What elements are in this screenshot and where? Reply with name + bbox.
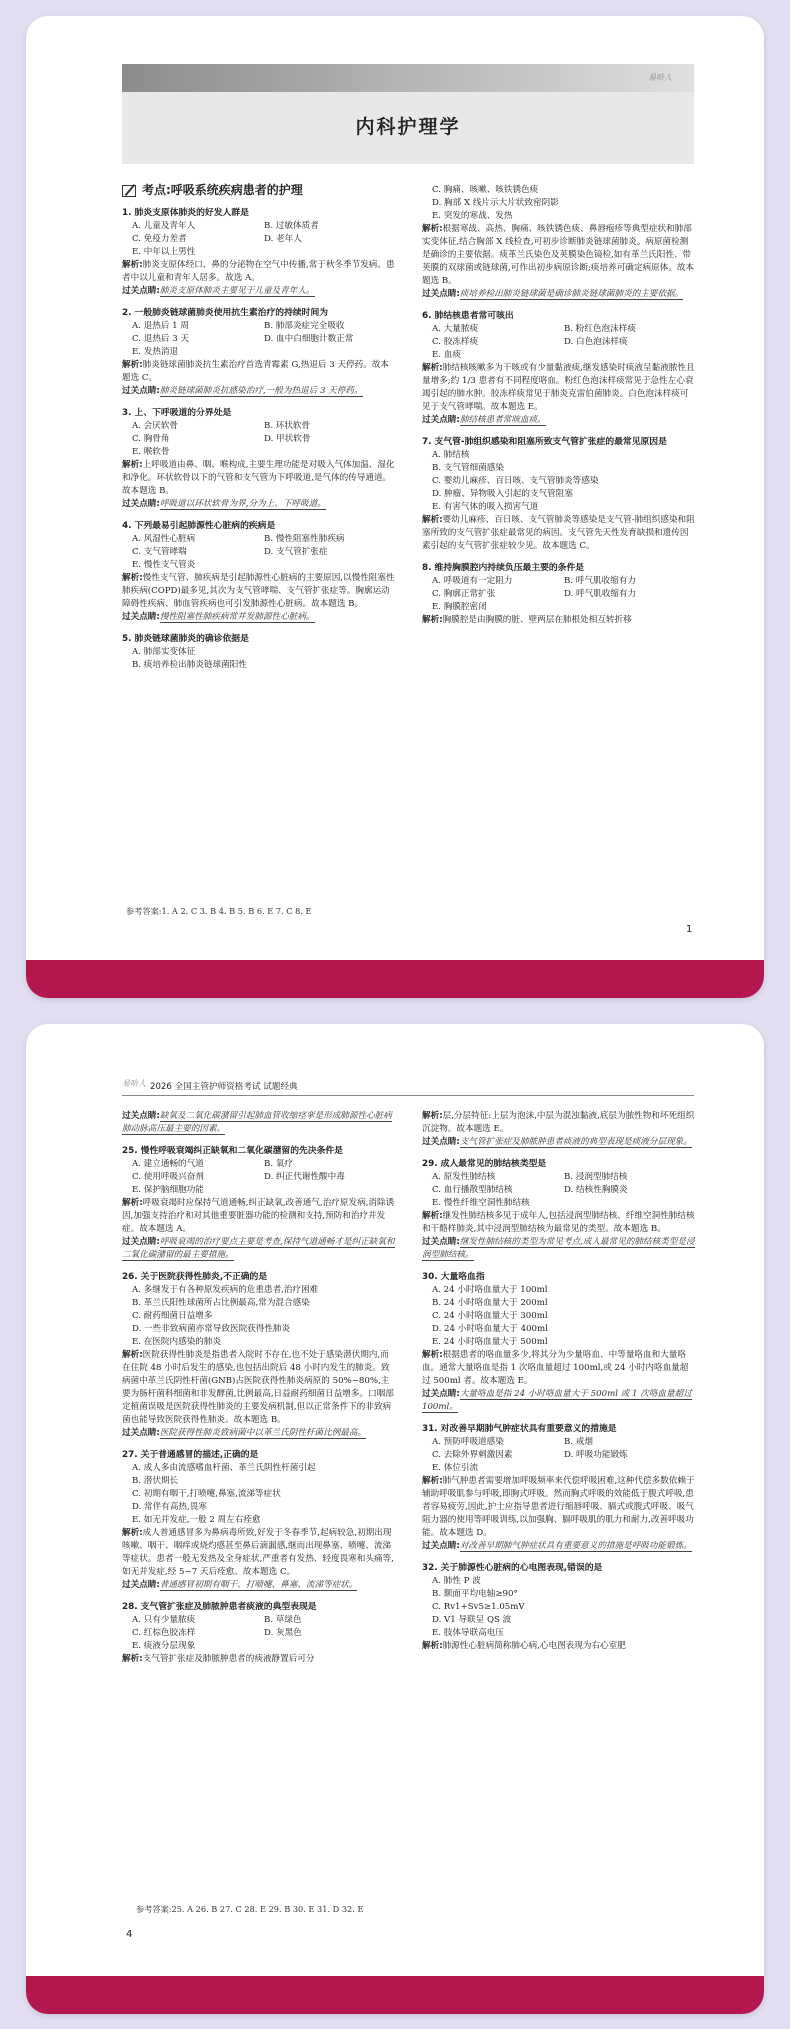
analysis-label: 解析: bbox=[422, 515, 443, 525]
key-point-label: 过关点睛: bbox=[422, 1389, 460, 1399]
analysis-text bbox=[422, 1210, 696, 1236]
option-item: D. 老年人 bbox=[264, 234, 302, 244]
analysis-label: 解析: bbox=[422, 1111, 443, 1121]
option-item: E. 有害气体的吸入损害气道 bbox=[432, 502, 539, 512]
page-number: 4 bbox=[126, 1929, 133, 1940]
analysis-label: 解析: bbox=[122, 460, 143, 470]
option-item: D. V1 导联呈 QS 波 bbox=[432, 1615, 512, 1625]
question-title: 4. 下列最易引起肺源性心脏病的疾病是 bbox=[122, 521, 276, 531]
key-point-label: 过关点睛: bbox=[122, 612, 160, 622]
option-item: E. 喉软骨 bbox=[132, 447, 170, 457]
option-list bbox=[122, 420, 396, 459]
option-item: C. 胸骨角 bbox=[132, 434, 170, 444]
option-item: B. 呼气肌收缩有力 bbox=[564, 576, 636, 586]
document-page-1 bbox=[26, 16, 764, 998]
option-item: A. 成人多由流感嗜血杆菌、革兰氏阴性杆菌引起 bbox=[132, 1463, 316, 1473]
question-block bbox=[122, 1271, 396, 1440]
option-item: D. 灰黑色 bbox=[264, 1628, 302, 1638]
question-title: 7. 支气管-肺组织感染和阻塞所致支气管扩张症的最常见原因是 bbox=[422, 437, 667, 447]
key-point-label: 过关点睛: bbox=[122, 286, 160, 296]
question-title: 28. 支气管扩张症及肺脓肿患者痰液的典型表现是 bbox=[122, 1602, 317, 1612]
analysis-body: 慢性支气管、肺疾病是引起肺源性心脏病的主要原因,以慢性阻塞性肺疾病(COPD)最多见,其次为支气管哮喘、支气管扩张症等。胸廓运动障碍性疾病、肺血管疾病也可引发肺源性心脏病。故本题选 B。 bbox=[122, 573, 395, 609]
analysis-text bbox=[122, 459, 396, 498]
analysis-body: 上呼吸道由鼻、咽、喉构成,主要生理功能是对吸入气体加温、湿化和净化。环状软骨以下的气管和支气管为下呼吸道,是气体的传导通道。故本题选 B。 bbox=[122, 460, 395, 496]
page1-right-column bbox=[422, 184, 696, 681]
analysis-body: 根据患者的咯血量多少,将其分为少量咯血、中等量咯血和大量咯血。通常大量咯血是指 1 次咯血量超过 100ml,或 24 小时内咯血量超过 500ml 者。故本题选 E。 bbox=[422, 1350, 689, 1386]
option-list bbox=[122, 320, 396, 359]
option-item: E. 在医院内感染的肺炎 bbox=[132, 1337, 222, 1347]
option-list bbox=[422, 1284, 696, 1349]
analysis-label: 解析: bbox=[122, 260, 143, 270]
analysis-label: 解析: bbox=[122, 1528, 143, 1538]
key-point-text: 缺氧及二氧化碳潴留引起肺血管收缩痉挛是形成肺源性心脏病肺动脉高压最主要的因素。 bbox=[122, 1111, 392, 1134]
analysis-label: 解析: bbox=[122, 360, 143, 370]
question-block bbox=[122, 1145, 396, 1262]
option-list bbox=[122, 1614, 396, 1653]
analysis-text bbox=[422, 514, 696, 553]
page-bottom-band bbox=[26, 1976, 764, 2014]
option-item: C. 初期有咽干,打喷嚏,鼻塞,流涕等症状 bbox=[132, 1489, 281, 1499]
question-title: 1. 肺炎支原体肺炎的好发人群是 bbox=[122, 208, 249, 218]
option-item: E. 保护脑细胞功能 bbox=[132, 1185, 204, 1195]
option-item: B. 肺部炎症完全吸收 bbox=[264, 321, 345, 331]
analysis-label: 解析: bbox=[422, 1476, 443, 1486]
option-item: A. 多继发于有各种原发疾病的危重患者,治疗困难 bbox=[132, 1285, 319, 1295]
option-item: E. 如无并发症,一般 2 周左右痊愈 bbox=[132, 1515, 261, 1525]
question-block bbox=[422, 1423, 696, 1553]
option-item: B. 环状软骨 bbox=[264, 421, 311, 431]
option-item: E. 肢体导联高电压 bbox=[432, 1628, 504, 1638]
question-block bbox=[422, 1158, 696, 1262]
key-point bbox=[122, 285, 396, 298]
analysis-text bbox=[122, 1527, 396, 1579]
key-point-text: 呼吸道以环状软骨为界,分为上、下呼吸道。 bbox=[159, 499, 326, 509]
question-title: 2. 一般肺炎链球菌肺炎使用抗生素治疗的持续时间为 bbox=[122, 308, 329, 318]
key-point-label: 过关点睛: bbox=[422, 1237, 460, 1247]
option-item: C. 婴幼儿麻疹、百日咳、支气管肺炎等感染 bbox=[432, 476, 599, 486]
option-item: C. Rv1+Sv5≥1.05mV bbox=[432, 1602, 525, 1612]
analysis-body: 婴幼儿麻疹、百日咳、支气管肺炎等感染是支气管-肺组织感染和阻塞所致的支气管扩张症最常见的病因。支气管先天性发育缺损和遗传因素引起的支气管扩张症较少见。故本题选 C。 bbox=[422, 515, 695, 551]
key-point-text: 肺结核患者常咳血痰。 bbox=[459, 415, 546, 425]
key-point bbox=[122, 385, 396, 398]
question-title: 29. 成人最常见的肺结核类型是 bbox=[422, 1159, 547, 1169]
option-item: A. 大量脓痰 bbox=[432, 324, 479, 334]
option-item: A. 儿童及青年人 bbox=[132, 221, 196, 231]
page2-columns bbox=[122, 1110, 696, 1675]
analysis-label: 解析: bbox=[422, 1211, 443, 1221]
option-item: B. 24 小时咯血量大于 200ml bbox=[432, 1298, 548, 1308]
analysis-label: 解析: bbox=[122, 1654, 143, 1664]
question-block bbox=[422, 1562, 696, 1653]
publisher-logo: 易哈人 bbox=[648, 73, 672, 82]
option-item: A. 肺部实变体征 bbox=[132, 647, 196, 657]
page2-right-column bbox=[422, 1110, 696, 1675]
analysis-text bbox=[122, 359, 396, 385]
key-point-label: 过关点睛: bbox=[122, 1428, 160, 1438]
option-item: A. 建立通畅的气道 bbox=[132, 1159, 204, 1169]
question-title: 5. 肺炎链球菌肺炎的确诊依据是 bbox=[122, 634, 249, 644]
section-heading bbox=[122, 184, 396, 197]
option-item: B. 支气管细菌感染 bbox=[432, 463, 504, 473]
option-item: C. 退热后 3 天 bbox=[132, 334, 190, 344]
option-item: E. 慢性纤维空洞性肺结核 bbox=[432, 1198, 530, 1208]
option-list bbox=[122, 1462, 396, 1527]
question-title: 25. 慢性呼吸衰竭纠正缺氧和二氧化碳潴留的先决条件是 bbox=[122, 1146, 343, 1156]
key-point-text: 痰培养检出肺炎链球菌是确诊肺炎链球菌肺炎的主要依据。 bbox=[459, 289, 684, 299]
option-item: D. 呼吸功能锻炼 bbox=[564, 1450, 628, 1460]
key-point bbox=[422, 288, 696, 301]
question-block bbox=[122, 1110, 396, 1136]
option-item: C. 胸痛、咳嗽、咳铁锈色痰 bbox=[432, 185, 539, 195]
option-item: E. 慢性支气管炎 bbox=[132, 560, 196, 570]
option-item: B. 革兰氏阳性球菌所占比例最高,常为混合感染 bbox=[132, 1298, 310, 1308]
question-title: 32. 关于肺源性心脏病的心电图表现,错误的是 bbox=[422, 1563, 603, 1573]
option-item: A. 呼吸道有一定阻力 bbox=[432, 576, 513, 586]
option-item: B. 草绿色 bbox=[264, 1615, 302, 1625]
option-list bbox=[122, 646, 396, 672]
option-list bbox=[422, 184, 696, 223]
analysis-text bbox=[122, 572, 396, 611]
question-block bbox=[422, 1110, 696, 1149]
analysis-text bbox=[122, 1653, 396, 1666]
option-item: A. 24 小时咯血量大于 100ml bbox=[432, 1285, 548, 1295]
option-item: E. 胸膜腔密闭 bbox=[432, 602, 487, 612]
analysis-text bbox=[422, 1475, 696, 1540]
analysis-label: 解析: bbox=[422, 363, 443, 373]
chapter-title: 内科护理学 bbox=[355, 116, 461, 138]
key-point-label: 过关点睛: bbox=[122, 1111, 160, 1121]
question-block bbox=[122, 1449, 396, 1592]
analysis-label: 解析: bbox=[422, 1641, 443, 1651]
analysis-label: 解析: bbox=[122, 1198, 143, 1208]
question-title: 6. 肺结核患者常可咳出 bbox=[422, 311, 514, 321]
option-list bbox=[422, 1436, 696, 1475]
option-item: E. 突发的寒战、发热 bbox=[432, 211, 513, 221]
analysis-body: 呼吸衰竭时应保持气道通畅,纠正缺氧,改善通气,治疗原发病,消除诱因,加强支持治疗和对其他重要脏器功能的检测和支持,预防和治疗并发症。故本题选 A。 bbox=[122, 1198, 395, 1234]
key-point bbox=[122, 1579, 396, 1592]
question-block bbox=[422, 310, 696, 427]
analysis-label: 解析: bbox=[422, 1350, 443, 1360]
option-item: B. 氧疗 bbox=[264, 1159, 293, 1169]
key-point-label: 过关点睛: bbox=[122, 1237, 160, 1247]
running-header-text: 2026 全国主管护师资格考试 试题经典 bbox=[150, 1082, 298, 1092]
answer-key-footer: 参考答案:1. A 2. C 3. B 4. B 5. B 6. E 7. C 8. E bbox=[126, 906, 312, 916]
option-item: E. 痰液分层现象 bbox=[132, 1641, 196, 1651]
option-item: A. 只有少量脓痰 bbox=[132, 1615, 196, 1625]
analysis-text bbox=[422, 1349, 696, 1388]
option-list bbox=[422, 323, 696, 362]
analysis-text bbox=[422, 362, 696, 414]
question-block bbox=[422, 562, 696, 627]
page2-left-column bbox=[122, 1110, 396, 1675]
option-item: D. 甲状软骨 bbox=[264, 434, 311, 444]
publisher-logo: 易哈人 bbox=[122, 1079, 146, 1088]
question-title: 8. 维持胸膜腔内持续负压最主要的条件是 bbox=[422, 563, 585, 573]
question-title: 3. 上、下呼吸道的分界处是 bbox=[122, 408, 232, 418]
answer-key-footer: 参考答案:25. A 26. B 27. C 28. E 29. B 30. E 31. D 32. E bbox=[136, 1904, 364, 1914]
key-point-label: 过关点睛: bbox=[422, 415, 460, 425]
key-point bbox=[422, 1540, 696, 1553]
option-item: C. 耐药细菌日益增多 bbox=[132, 1311, 213, 1321]
question-block bbox=[122, 407, 396, 511]
analysis-body: 肺气肿患者需要增加呼吸频率来代偿呼吸困难,这种代偿多数依赖于辅助呼吸肌参与呼吸,即胸式呼吸。然而胸式呼吸的效能低于腹式呼吸,患者容易疲劳,因此,护士应指导患者进行缩唇呼吸、膈式或腹式呼吸、吸气阻力器的使用等呼吸训练,以加强胸、膈呼吸肌的肌力和耐力,改善呼吸功能。故本题选 D。 bbox=[422, 1476, 695, 1538]
option-item: D. 24 小时咯血量大于 400ml bbox=[432, 1324, 548, 1334]
key-point bbox=[422, 1236, 696, 1262]
option-item: C. 免疫力差者 bbox=[132, 234, 187, 244]
option-item: D. 肿瘤、异物吸入引起的支气管阻塞 bbox=[432, 489, 573, 499]
question-title: 31. 对改善早期肺气肿症状具有重要意义的措施是 bbox=[422, 1424, 617, 1434]
running-header bbox=[122, 1074, 694, 1096]
page-number: 1 bbox=[686, 924, 693, 935]
page-bottom-band bbox=[26, 960, 764, 998]
key-point bbox=[122, 1236, 396, 1262]
pencil-note-icon bbox=[122, 185, 136, 197]
key-point-text: 继发性肺结核的类型为常见考点,成人最常见的肺结核类型是浸润型肺结核。 bbox=[422, 1237, 695, 1260]
key-point-label: 过关点睛: bbox=[422, 289, 460, 299]
analysis-text bbox=[422, 1640, 696, 1653]
key-point-label: 过关点睛: bbox=[122, 499, 160, 509]
page1-columns bbox=[122, 184, 696, 681]
key-point bbox=[422, 1388, 696, 1414]
option-item: A. 会厌软骨 bbox=[132, 421, 179, 431]
question-block bbox=[422, 436, 696, 553]
option-list bbox=[422, 1171, 696, 1210]
option-item: B. 过敏体质者 bbox=[264, 221, 319, 231]
option-list bbox=[122, 1158, 396, 1197]
analysis-body: 肺结核咳嗽多为干咳或有少量黏液痰,继发感染时痰液呈黏液脓性且量增多;约 1/3 患者有不同程度咯血。粉红色泡沫样痰常见于急性左心衰竭引起的肺水肿。胶冻样痰常见于肺炎克雷伯菌肺炎。白色泡沫样痰可见于支气管哮喘。故本题选 E。 bbox=[422, 363, 695, 412]
option-item: C. 去除外界刺激因素 bbox=[432, 1450, 513, 1460]
option-list bbox=[122, 533, 396, 572]
analysis-label: 解析: bbox=[122, 573, 143, 583]
analysis-body: 层,分层特征:上层为泡沫,中层为混浊黏液,底层为脓性物和坏死组织沉淀物。故本题选 E。 bbox=[422, 1111, 695, 1134]
key-point-text: 对改善早期肺气肿症状具有重要意义的措施是呼吸功能锻炼。 bbox=[459, 1541, 692, 1551]
option-item: C. 胸廓正常扩张 bbox=[432, 589, 496, 599]
analysis-text bbox=[122, 1349, 396, 1427]
analysis-body: 继发性肺结核多见于成年人,包括浸润型肺结核、纤维空洞性肺结核和干酪样肺炎,其中浸润型肺结核为最常见的类型。故本题选 B。 bbox=[422, 1211, 695, 1234]
document-page-2 bbox=[26, 1024, 764, 2014]
banner-stripe bbox=[122, 64, 694, 92]
option-item: C. 血行播散型肺结核 bbox=[432, 1185, 513, 1195]
key-point-text: 肺炎支原体肺炎主要见于儿童及青年人。 bbox=[159, 286, 315, 296]
option-list bbox=[422, 575, 696, 614]
analysis-text bbox=[422, 1110, 696, 1136]
option-item: D. 支气管扩张症 bbox=[264, 547, 328, 557]
key-point-label: 过关点睛: bbox=[422, 1137, 460, 1147]
key-point-label: 过关点睛: bbox=[122, 386, 160, 396]
option-item: A. 肺结核 bbox=[432, 450, 470, 460]
option-item: E. 24 小时咯血量大于 500ml bbox=[432, 1337, 548, 1347]
option-item: D. 血中白细胞计数正常 bbox=[264, 334, 354, 344]
analysis-body: 肺炎支原体经口、鼻的分泌物在空气中传播,常于秋冬季节发病。患者中以儿童和青年人居多。故选 A。 bbox=[122, 260, 395, 283]
option-item: C. 使用呼吸兴奋剂 bbox=[132, 1172, 204, 1182]
question-block bbox=[122, 520, 396, 624]
key-point-text: 支气管扩张症及肺脓肿患者痰液的典型表现是痰液分层现象。 bbox=[459, 1137, 692, 1147]
key-point-text: 大量咯血是指 24 小时咯血量大于 500ml 或 1 次咯血量超过 100ml。 bbox=[422, 1389, 692, 1412]
option-item: D. 纠正代谢性酸中毒 bbox=[264, 1172, 345, 1182]
option-item: B. 粉红色泡沫样痰 bbox=[564, 324, 636, 334]
option-list bbox=[122, 1284, 396, 1349]
option-item: B. 浸润型肺结核 bbox=[564, 1172, 628, 1182]
option-item: A. 预防呼吸道感染 bbox=[432, 1437, 504, 1447]
option-item: B. 额面平均电轴≥90° bbox=[432, 1589, 518, 1599]
option-item: D. 常伴有高热,畏寒 bbox=[132, 1502, 207, 1512]
option-item: A. 退热后 1 周 bbox=[132, 321, 189, 331]
question-block bbox=[122, 1601, 396, 1666]
analysis-body: 肺炎链球菌肺炎抗生素治疗首选青霉素 G,热退后 3 天停药。故本题选 C。 bbox=[122, 360, 390, 383]
analysis-text bbox=[122, 1197, 396, 1236]
option-item: E. 体位引流 bbox=[432, 1463, 479, 1473]
option-item: C. 24 小时咯血量大于 300ml bbox=[432, 1311, 548, 1321]
analysis-body: 医院获得性肺炎是指患者入院时不存在,也不处于感染潜伏期内,而在住院 48 小时后发生的感染,也包括出院后 48 小时内发生的肺炎。致病菌中革兰氏阴性杆菌(GNB)占医院获得性肺炎病原的 50%~80%,主要为肠杆菌科细菌和非发酵菌,比例最高,日益耐药细菌日益增多。口咽部定植菌误吸是医院获得性肺炎的主要发病机制,但以正常条件下的非致病菌也能导致医院获得性肺炎。故本题选 B。 bbox=[122, 1350, 394, 1425]
option-item: C. 胶冻样痰 bbox=[432, 337, 479, 347]
option-item: B. 戒烟 bbox=[564, 1437, 593, 1447]
question-title: 26. 关于医院获得性肺炎,不正确的是 bbox=[122, 1272, 268, 1282]
key-point-text: 呼吸衰竭的治疗要点主要是考查,保持气道通畅才是纠正缺氧和二氧化碳潴留的最主要措施。 bbox=[122, 1237, 395, 1260]
key-point-text: 医院获得性肺炎致病菌中以革兰氏阴性杆菌比例最高。 bbox=[159, 1428, 367, 1438]
key-point bbox=[122, 1110, 396, 1136]
key-point-text: 慢性阻塞性肺疾病常并发肺源性心脏病。 bbox=[159, 612, 315, 622]
analysis-body: 胸膜腔是由胸膜的脏、壁两层在肺根处相互转折移 bbox=[442, 615, 632, 625]
option-item: A. 肺性 P 波 bbox=[432, 1576, 481, 1586]
section-title: 考点:呼吸系统疾病患者的护理 bbox=[142, 183, 303, 197]
option-item: A. 风湿性心脏病 bbox=[132, 534, 196, 544]
chapter-title-banner bbox=[122, 64, 694, 164]
option-list bbox=[422, 449, 696, 514]
analysis-text bbox=[422, 614, 696, 627]
question-title: 30. 大量咯血指 bbox=[422, 1272, 485, 1282]
option-item: D. 结核性胸膜炎 bbox=[564, 1185, 628, 1195]
question-title: 27. 关于普通感冒的描述,正确的是 bbox=[122, 1450, 259, 1460]
question-block bbox=[422, 184, 696, 301]
question-block bbox=[122, 633, 396, 672]
option-item: D. 胸部 X 线片示大片状致密阴影 bbox=[432, 198, 559, 208]
analysis-body: 支气管扩张症及肺脓肿患者的痰液静置后可分 bbox=[142, 1654, 315, 1664]
analysis-text bbox=[422, 223, 696, 288]
key-point bbox=[122, 611, 396, 624]
option-list bbox=[422, 1575, 696, 1640]
question-block bbox=[122, 307, 396, 398]
question-block bbox=[422, 1271, 696, 1414]
analysis-label: 解析: bbox=[422, 615, 443, 625]
analysis-body: 肺源性心脏病简称肺心病,心电图表现为右心室肥 bbox=[442, 1641, 626, 1651]
key-point-text: 肺炎链球菌肺炎抗感染治疗,一般为热退后 3 天停药。 bbox=[159, 386, 363, 396]
analysis-text bbox=[122, 259, 396, 285]
option-item: B. 痰培养检出肺炎链球菌阳性 bbox=[132, 660, 247, 670]
key-point-label: 过关点睛: bbox=[422, 1541, 460, 1551]
option-item: D. 一些非致病菌亦常导致医院获得性肺炎 bbox=[132, 1324, 291, 1334]
option-item: B. 潜伏期长 bbox=[132, 1476, 179, 1486]
option-item: C. 红棕色胶冻样 bbox=[132, 1628, 196, 1638]
option-list bbox=[122, 220, 396, 259]
analysis-label: 解析: bbox=[422, 224, 443, 234]
option-item: A. 原发性肺结核 bbox=[432, 1172, 496, 1182]
option-item: B. 慢性阻塞性肺疾病 bbox=[264, 534, 345, 544]
key-point-text: 普通感冒初期有咽干、打喷嚏、鼻塞、流涕等症状。 bbox=[159, 1580, 358, 1590]
key-point bbox=[422, 414, 696, 427]
page1-left-column bbox=[122, 184, 396, 681]
analysis-label: 解析: bbox=[122, 1350, 143, 1360]
analysis-body: 成人普通感冒多为鼻病毒所致,好发于冬春季节,起病较急,初期出现咳嗽、咽干、咽痒或烧灼感甚至鼻后滴漏感,继而出现鼻塞、喷嚏、流涕等症状。患者一般无发热及全身症状,严重者有发热、轻度畏寒和头痛等,如无并发症,经 5~7 天后痊愈。故本题选 C。 bbox=[122, 1528, 394, 1577]
option-item: C. 支气管哮喘 bbox=[132, 547, 187, 557]
option-item: E. 血痰 bbox=[432, 350, 461, 360]
key-point bbox=[422, 1136, 696, 1149]
option-item: E. 中年以上男性 bbox=[132, 247, 196, 257]
key-point bbox=[122, 498, 396, 511]
option-item: E. 发热消退 bbox=[132, 347, 179, 357]
analysis-body: 根据寒战、高热、胸痛、咳铁锈色痰、鼻唇疱疹等典型症状和肺部实变体征,结合胸部 X 线检查,可初步诊断肺炎链球菌肺炎。病原菌检测是确诊的主要依据。痰革兰氏染色及荚膜染色镜检,如有革兰氏阳性、带荚膜的双球菌或链球菌,可作出初步病原诊断;痰培养可确定病原体。故本题选 B。 bbox=[422, 224, 695, 286]
key-point-label: 过关点睛: bbox=[122, 1580, 160, 1590]
question-block bbox=[122, 207, 396, 298]
option-item: D. 白色泡沫样痰 bbox=[564, 337, 628, 347]
key-point bbox=[122, 1427, 396, 1440]
option-item: D. 呼气肌收缩有力 bbox=[564, 589, 637, 599]
